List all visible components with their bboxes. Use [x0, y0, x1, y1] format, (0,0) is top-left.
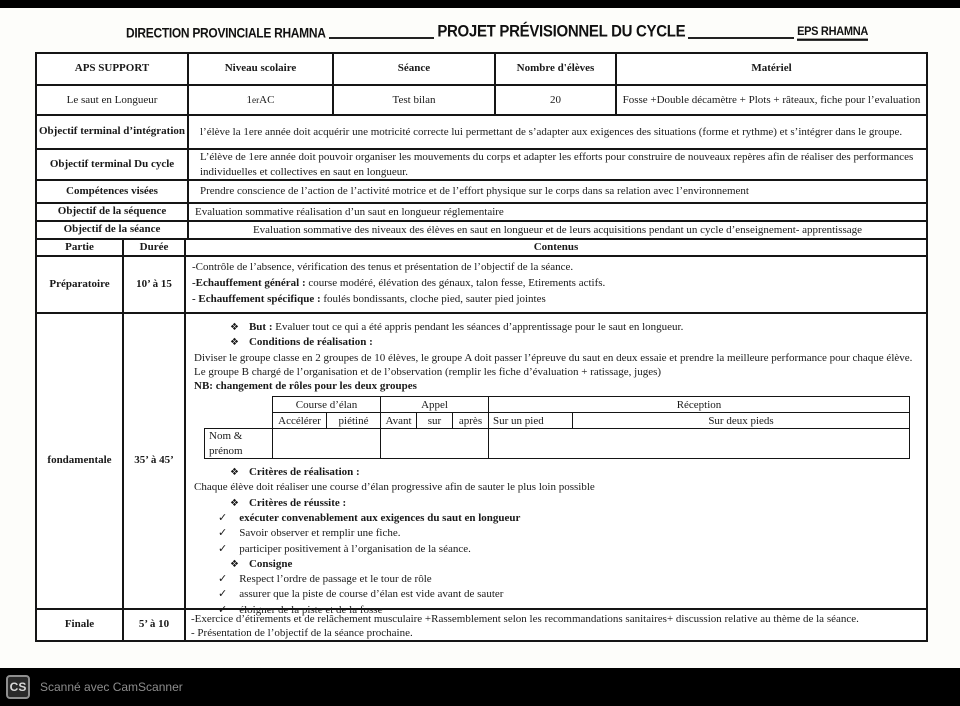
diamond-bullet-icon: ❖	[230, 337, 239, 349]
evaluation-grid	[204, 396, 910, 459]
nombre-eleves-value: 20	[494, 86, 615, 114]
header-fill-line	[329, 37, 435, 39]
grid-name-row	[205, 429, 910, 459]
objectif-cycle-row	[37, 148, 926, 179]
objectif-cycle-label: Objectif terminal Du cycle	[49, 157, 175, 170]
finale-line-1: -Exercice d’étirements et de relâchement musculaire +Rassemblement selon les recommandations sanitaires+ discussion relative au thème de la séance.	[191, 613, 859, 625]
duree-header: Durée	[122, 240, 184, 255]
page-title: PROJET PRÉVISIONNEL DU CYCLE	[437, 21, 686, 42]
checkmark-icon: ✓	[218, 572, 228, 586]
objectif-seance-label: Objectif de la séance	[63, 223, 161, 236]
preparatoire-row	[37, 255, 926, 312]
reussite-item-1: ✓ exécuter convenablement aux exigences du saut en longueur	[218, 510, 521, 524]
preparatoire-label: Préparatoire	[49, 277, 110, 290]
objectif-sequence-text: Evaluation sommative réalisation d’un saut en longueur réglementaire	[187, 204, 926, 220]
grid-col-sur-deux-pieds: Sur deux pieds	[573, 413, 910, 429]
diamond-bullet-icon: ❖	[230, 467, 239, 479]
grid-empty-corner	[205, 397, 273, 413]
grid-subheader-row	[205, 413, 910, 429]
lesson-plan-table	[35, 52, 928, 642]
info-data-row	[37, 84, 926, 114]
finale-contents	[186, 610, 926, 643]
objectif-cycle-text: L’élève de 1ere année doit pouvoir organiser les mouvements du corps et adapter les efforts pour construire de nouveaux repères afin de réaliser des performances individuelles et collectives en saut en longueur.	[200, 151, 914, 178]
grid-empty-cell	[489, 429, 910, 459]
reussite-item-3: ✓ participer positivement à l’organisation de la séance.	[218, 541, 471, 555]
scanner-footer-band	[0, 668, 960, 706]
consigne-item-3: ✓ éloigner de la piste et de la fosse	[218, 602, 383, 616]
competences-text: Prendre conscience de l’action de l’activité motrice et de l’effort physique sur le corps dans sa relation avec l’environnement	[200, 185, 749, 198]
fondamentale-label: fondamentale	[47, 454, 112, 467]
col-header-materiel: Matériel	[615, 54, 926, 84]
competences-row	[37, 179, 926, 202]
parts-header-row	[37, 238, 926, 255]
criteres-reussite-title-line: ❖ Critères de réussite :	[230, 496, 347, 509]
preparatoire-contents	[186, 257, 926, 311]
col-header-aps-support: APS SUPPORT	[74, 62, 150, 75]
grid-col-apres: après	[453, 413, 489, 429]
competences-label: Compétences visées	[66, 184, 158, 197]
document-header	[126, 23, 868, 40]
finale-line-2: - Présentation de l’objectif de la séance prochaine.	[191, 627, 413, 640]
grid-col-accelerer: Accélérer	[273, 413, 327, 429]
grid-empty-corner	[205, 413, 273, 429]
grid-col-pietine: piétiné	[327, 413, 381, 429]
grid-row-label-nom-prenom: Nom & prénom	[205, 429, 273, 459]
nb-line: NB: changement de rôles pour les deux groupes	[194, 380, 417, 393]
document-page	[0, 8, 960, 668]
info-header-row	[37, 54, 926, 84]
finale-label: Finale	[64, 618, 95, 631]
camscanner-watermark-text: Scanné avec CamScanner	[40, 680, 183, 694]
conditions-line-2: Le groupe B chargé de l’organisation et de l’observation (remplir les fiche d’évaluation + ratissage, juges)	[194, 365, 662, 378]
but-line: ❖ But : Evaluer tout ce qui a été appris pendant les séances d’apprentissage pour le saut en longueur.	[230, 321, 684, 333]
camscanner-logo-icon: CS	[6, 675, 30, 699]
header-fill-line	[688, 37, 794, 39]
prep-line-3: - Echauffement spécifique : foulés bondissants, cloche pied, sauter pied jointes	[192, 292, 546, 305]
grid-group-appel: Appel	[381, 397, 489, 413]
grid-empty-cell	[273, 429, 381, 459]
col-header-nombre-eleves: Nombre d'élèves	[494, 54, 615, 84]
prep-line-2: -Echauffement général : course modéré, élévation des génaux, talon fesse, Etirements actifs.	[192, 276, 606, 289]
objectif-integration-label: Objectif terminal d’intégration	[38, 125, 186, 138]
aps-support-value: Le saut en Longueur	[66, 94, 158, 106]
grid-col-avant: Avant	[381, 413, 417, 429]
col-header-seance: Séance	[332, 54, 494, 84]
checkmark-icon: ✓	[218, 526, 228, 540]
grid-group-row	[205, 397, 910, 413]
conditions-title-line: ❖ Conditions de réalisation :	[230, 336, 373, 349]
objectif-integration-row	[37, 114, 926, 148]
objectif-seance-text: Evaluation sommative des niveaux des élèves en saut en longueur et de leurs acquisitions pendant un cycle d’enseignement- apprentissage	[187, 222, 926, 238]
contenus-header: Contenus	[184, 240, 926, 255]
reussite-item-2: ✓ Savoir observer et remplir une fiche.	[218, 526, 401, 540]
grid-col-sur: sur	[417, 413, 453, 429]
materiel-value: Fosse +Double décamètre + Plots + râteaux, fiche pour l’evaluation	[615, 86, 926, 114]
consigne-title-line: ❖ Consigne	[230, 557, 293, 570]
col-header-niveau-scolaire: Niveau scolaire	[187, 54, 332, 84]
header-direction-label: DIRECTION PROVINCIALE RHAMNA	[126, 25, 326, 41]
consigne-item-1: ✓ Respect l’ordre de passage et le tour de rôle	[218, 572, 432, 586]
partie-header: Partie	[65, 240, 94, 253]
fondamentale-duree: 35’ à 45’	[122, 314, 184, 608]
conditions-line-1: Diviser le groupe classe en 2 groupes de 10 élèves, le groupe A doit passer l’épreuve du saut en deux essaie et prendre la meilleure performance pour chaque élève.	[194, 351, 913, 364]
finale-duree: 5’ à 10	[122, 610, 184, 640]
objectif-sequence-row	[37, 202, 926, 220]
diamond-bullet-icon: ❖	[230, 322, 239, 333]
criteres-realisation-title-line: ❖ Critères de réalisation :	[230, 466, 360, 479]
objectif-sequence-label: Objectif de la séquence	[57, 205, 167, 218]
grid-group-course-elan: Course d’élan	[273, 397, 381, 413]
checkmark-icon: ✓	[218, 587, 228, 601]
objectif-seance-row	[37, 220, 926, 238]
fondamentale-contents	[186, 314, 926, 617]
grid-empty-cell	[381, 429, 489, 459]
diamond-bullet-icon: ❖	[230, 497, 239, 509]
fondamentale-row	[37, 312, 926, 616]
prep-line-1: -Contrôle de l’absence, vérification des tenus et présentation de l’objectif de la séance.	[192, 261, 574, 273]
consigne-item-2: ✓ assurer que la piste de course d’élan est vide avant de sauter	[218, 587, 504, 601]
seance-value: Test bilan	[332, 86, 494, 114]
niveau-scolaire-value: 1 er AC	[187, 86, 332, 114]
checkmark-icon: ✓	[218, 541, 228, 555]
criteres-realisation-text: Chaque élève doit réaliser une course d’élan progressive afin de sauter le plus loin possible	[194, 481, 595, 494]
objectif-integration-text: l’élève la 1ere année doit acquérir une motricité correcte lui permettant de s’adapter aux exigences des situations (forme et rythme) et s’intégrer dans le groupe.	[200, 125, 903, 138]
grid-col-sur-un-pied: Sur un pied	[489, 413, 573, 429]
preparatoire-duree: 10’ à 15	[122, 257, 184, 312]
diamond-bullet-icon: ❖	[230, 558, 239, 570]
grid-group-reception: Réception	[489, 397, 910, 413]
checkmark-icon: ✓	[218, 602, 228, 616]
header-eps-label: EPS RHAMNA	[797, 25, 868, 41]
finale-row	[37, 608, 926, 640]
checkmark-icon: ✓	[218, 510, 228, 524]
